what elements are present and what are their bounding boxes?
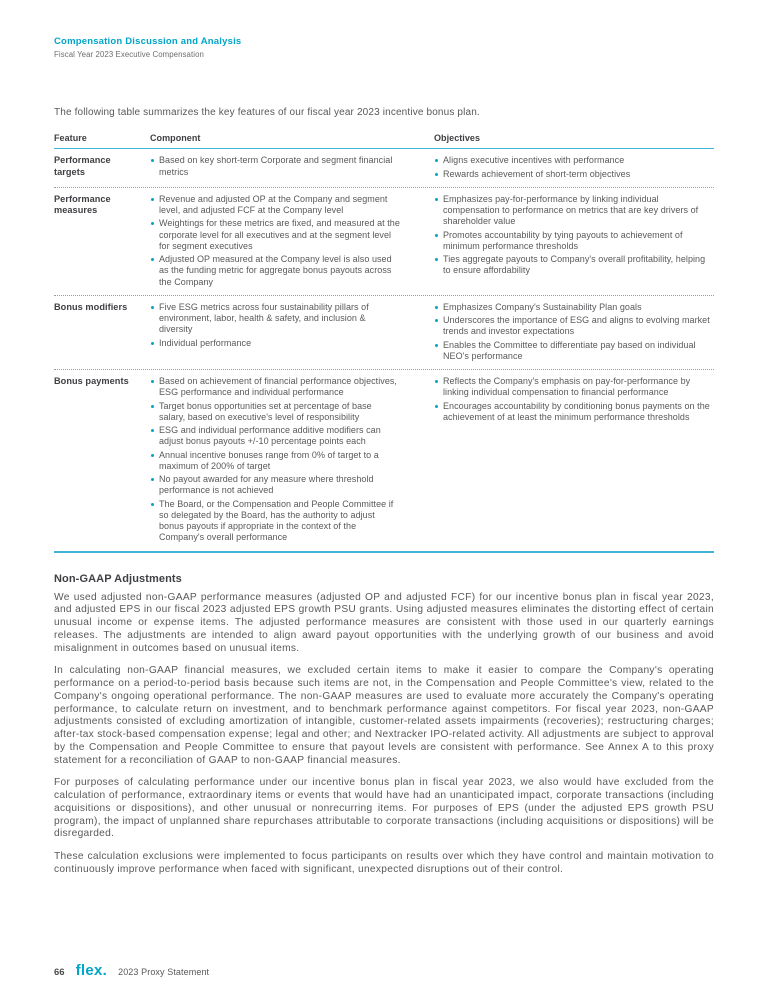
bullet-item: Revenue and adjusted OP at the Company and segment level, and adjusted FCF at the Company level <box>150 194 400 217</box>
component-list <box>150 194 400 288</box>
bullet-item: Five ESG metrics across four sustainability pillars of environment, labor, health & safety, and inclusion & diversity <box>150 302 400 336</box>
component-cell <box>150 155 434 180</box>
page-footer <box>54 963 209 978</box>
bullet-item: Based on key short-term Corporate and segment financial metrics <box>150 155 400 178</box>
objectives-cell <box>434 194 714 288</box>
bullet-item: Adjusted OP measured at the Company level is also used as the funding metric for aggregate bonus payouts across the Company <box>150 254 400 288</box>
column-header-feature: Feature <box>54 133 87 143</box>
objectives-cell <box>434 376 714 544</box>
bullet-item: Underscores the importance of ESG and aligns to evolving market trends and investor expectations <box>434 315 712 338</box>
non-gaap-section <box>54 573 714 877</box>
bullet-item: Weightings for these metrics are fixed, and measured at the corporate level for all executives and at the segment level for segment executives <box>150 218 400 252</box>
bonus-plan-table <box>54 133 714 553</box>
table-row-bonus-payments <box>54 370 714 551</box>
objectives-list <box>434 155 712 180</box>
feature-cell: Performance targets <box>54 155 111 177</box>
bullet-item: Individual performance <box>150 338 400 349</box>
page-number: 66 <box>54 967 65 978</box>
footer-statement: 2023 Proxy Statement <box>118 967 210 977</box>
bullet-item: Ties aggregate payouts to Company's overall profitability, helping to ensure affordability <box>434 254 712 277</box>
table-row-performance-measures <box>54 188 714 296</box>
bullet-item: Reflects the Company's emphasis on pay-for-performance by linking individual compensation to financial performance <box>434 376 712 399</box>
objectives-list <box>434 194 712 277</box>
table-row-performance-targets <box>54 149 714 188</box>
bullet-item: Rewards achievement of short-term objectives <box>434 169 712 180</box>
bullet-item: Emphasizes pay-for-performance by linking individual compensation to performance on metrics that are key drivers of shareholder value <box>434 194 712 228</box>
objectives-list <box>434 376 712 423</box>
bullet-item: Based on achievement of financial performance objectives, ESG performance and individual performance <box>150 376 400 399</box>
table-row-bonus-modifiers <box>54 296 714 370</box>
table-header-row <box>54 133 714 149</box>
bullet-item: Enables the Committee to differentiate pay based on individual NEO's performance <box>434 340 712 363</box>
feature-cell: Bonus modifiers <box>54 301 128 312</box>
bullet-item: Emphasizes Company's Sustainability Plan goals <box>434 302 712 313</box>
component-list <box>150 376 400 544</box>
bullet-item: ESG and individual performance additive modifiers can adjust bonus payouts +/-10 percentage points each <box>150 425 400 448</box>
section-subtitle: Fiscal Year 2023 Executive Compensation <box>54 50 204 59</box>
feature-cell: Bonus payments <box>54 376 129 386</box>
bullet-item: Aligns executive incentives with performance <box>434 155 712 166</box>
component-cell <box>150 376 434 544</box>
flex-logo: flex. <box>75 962 108 979</box>
feature-cell: Performance measures <box>54 193 111 216</box>
component-list <box>150 155 400 178</box>
bullet-item: Target bonus opportunities set at percentage of base salary, based on executive's level of responsibility <box>150 401 400 424</box>
intro-text: The following table summarizes the key features of our fiscal year 2023 incentive bonus plan. <box>54 107 480 118</box>
bullet-item: No payout awarded for any measure where threshold performance is not achieved <box>150 474 400 497</box>
non-gaap-paragraph-2: In calculating non-GAAP financial measures, we excluded certain items to make it easier to compare the Company's operating performance on a period-to-period basis because such items are not, in the Compensation and People Committee's view, related to the Company's ongoing operational performance. The non-GAAP measures are used to evaluate more accurately the Company's operating performance, to calculate return on investment, and to benchmark performance against competitors. For fiscal year 2023, non-GAAP adjustments consisted of excluding amortization of intangible, customer-related assets impairments (recoveries); restructuring charges; after-tax stock-based compensation expense; legal and other; and Nextracker IPO-related activity. All adjustments are subject to approval by the Compensation and People Committee to ensure that payout levels are consistent with performance. See Annex A to this proxy statement for a reconciliation of GAAP to non-GAAP financial measures. <box>54 665 714 766</box>
component-list <box>150 302 400 349</box>
objectives-cell <box>434 302 714 362</box>
section-title: Compensation Discussion and Analysis <box>54 36 242 47</box>
non-gaap-paragraph-4: These calculation exclusions were implemented to focus participants on results over which they have control and maintain motivation to continuously improve performance when faced with significant, unexpected disruptions out of their control. <box>54 851 714 875</box>
component-cell <box>150 194 434 288</box>
non-gaap-heading: Non-GAAP Adjustments <box>54 572 182 585</box>
objectives-list <box>434 302 712 362</box>
column-header-objectives: Objectives <box>434 133 481 143</box>
bullet-item: Encourages accountability by conditioning bonus payments on the achievement of at least the minimum performance thresholds <box>434 401 712 424</box>
bullet-item: Promotes accountability by tying payouts to achievement of minimum performance thresholds <box>434 230 712 253</box>
page-header <box>54 36 714 59</box>
column-header-component: Component <box>150 133 201 143</box>
component-cell <box>150 302 434 362</box>
objectives-cell <box>434 155 714 180</box>
non-gaap-paragraph-1: We used adjusted non-GAAP performance measures (adjusted OP and adjusted FCF) for our incentive bonus plan in fiscal year 2023, and adjusted EPS in our fiscal 2023 adjusted EPS growth PSU grants. Using adjusted measures eliminates the distorting effect of certain unusual income or expense items. The adjusted performance measures are consistent with those used in our quarterly earnings releases. The adjustments are intended to align award payout opportunities with the underlying growth of our business and avoid misalignment in outcomes based on unusual items. <box>54 591 714 654</box>
bullet-item: Annual incentive bonuses range from 0% of target to a maximum of 200% of target <box>150 450 400 473</box>
non-gaap-paragraph-3: For purposes of calculating performance under our incentive bonus plan in fiscal year 2023, we also would have excluded from the calculation of performance, extraordinary items or events that would have had an unanticipated impact, corporate transactions (including acquisitions or dispositions), and other unusual or nonrecurring items. For purposes of EPS (under the adjusted EPS growth PSU program), the impact of unplanned share repurchases attributable to corporate transactions (including acquisitions or dispositions) will be disregarded. <box>54 777 714 840</box>
bullet-item: The Board, or the Compensation and People Committee if so delegated by the Board, has the authority to adjust bonus payouts if appropriate in the context of the Company's overall performance <box>150 499 400 544</box>
